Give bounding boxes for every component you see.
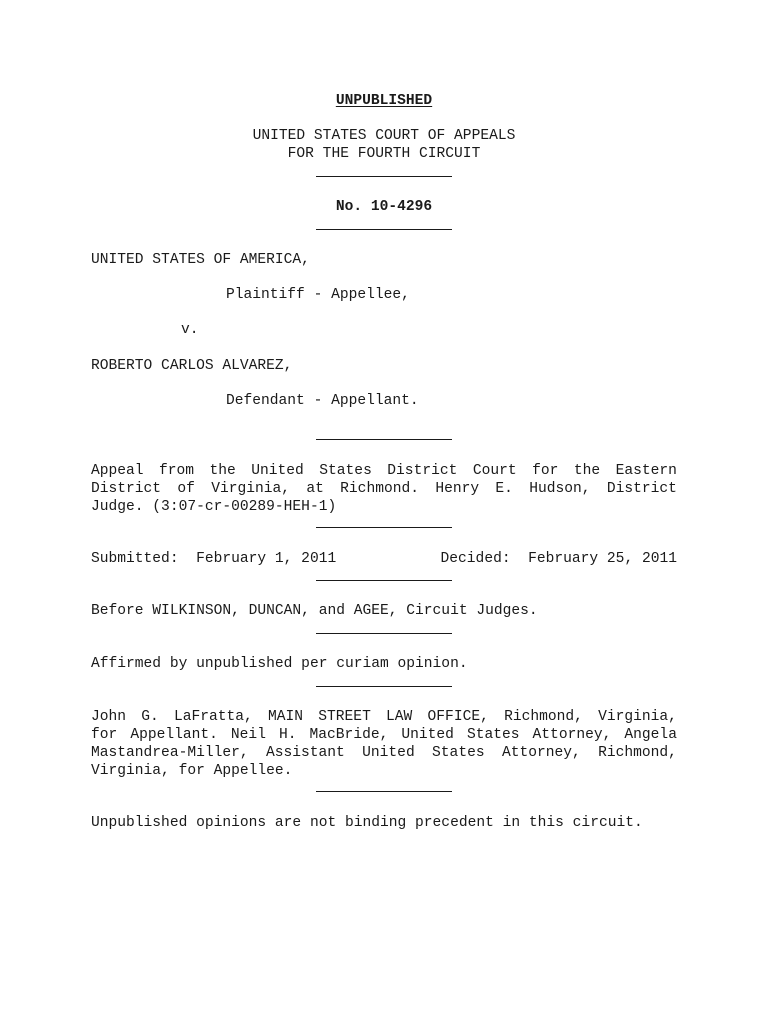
divider-rule: [316, 439, 452, 440]
plaintiff-role: Plaintiff - Appellee,: [226, 287, 410, 303]
appeal-line: Judge. (3:07-cr-00289-HEH-1): [91, 499, 337, 515]
defendant-name: ROBERTO CARLOS ALVAREZ,: [91, 358, 293, 374]
counsel-line: John G. LaFratta, MAIN STREET LAW OFFICE, Richmond, Virginia,: [91, 709, 677, 725]
counsel-line: Mastandrea-Miller, Assistant United States Attorney, Richmond,: [91, 745, 677, 761]
counsel-paragraph: [91, 708, 677, 780]
appeal-paragraph: [91, 462, 677, 516]
divider-rule: [316, 176, 452, 177]
panel-judges: Before WILKINSON, DUNCAN, and AGEE, Circuit Judges.: [91, 603, 538, 619]
versus: v.: [181, 322, 199, 338]
counsel-line: for Appellant. Neil H. MacBride, United States Attorney, Angela: [91, 727, 677, 743]
plaintiff-name: UNITED STATES OF AMERICA,: [91, 252, 310, 268]
court-name-line1: UNITED STATES COURT OF APPEALS: [252, 128, 516, 144]
divider-rule: [316, 791, 452, 792]
divider-rule: [316, 527, 452, 528]
submitted-date: Submitted: February 1, 2011: [91, 551, 337, 567]
divider-rule: [316, 633, 452, 634]
appeal-line: Appeal from the United States District Court for the Eastern: [91, 463, 677, 479]
publication-status: UNPUBLISHED: [335, 93, 433, 109]
counsel-line: Virginia, for Appellee.: [91, 763, 293, 779]
divider-rule: [316, 686, 452, 687]
divider-rule: [316, 229, 452, 230]
appeal-line: District of Virginia, at Richmond. Henry E. Hudson, District: [91, 481, 677, 497]
defendant-role: Defendant - Appellant.: [226, 393, 419, 409]
precedent-note: Unpublished opinions are not binding precedent in this circuit.: [91, 815, 643, 831]
disposition: Affirmed by unpublished per curiam opinion.: [91, 656, 468, 672]
decided-date: Decided: February 25, 2011: [440, 551, 677, 567]
case-number: No. 10-4296: [335, 199, 433, 215]
court-name-line2: FOR THE FOURTH CIRCUIT: [287, 146, 481, 162]
dates-row: [91, 550, 677, 568]
divider-rule: [316, 580, 452, 581]
